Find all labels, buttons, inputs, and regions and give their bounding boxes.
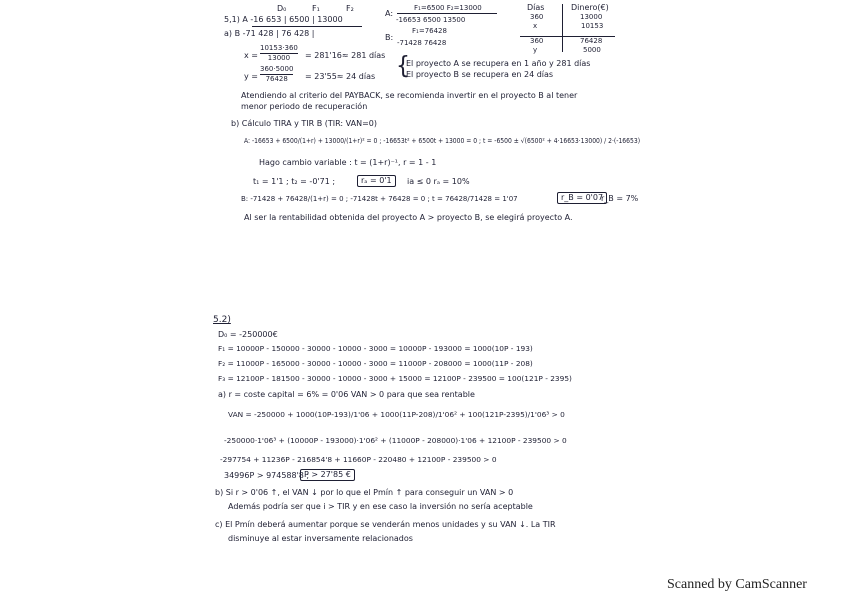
f1-line: F₁ = 10000P - 150000 - 30000 - 10000 - 3000 = 10000P - 193000 = 1000(10P - 193) xyxy=(218,344,533,353)
brace: { xyxy=(396,52,410,81)
dias-header: Días xyxy=(527,3,545,12)
b-vals: -71428 76428 xyxy=(397,39,447,47)
x-result: = 281'16≈ 281 días xyxy=(305,51,386,60)
dias-r1b: 13000 xyxy=(580,13,603,21)
a-f1f2: F₁=6500 F₂=13000 xyxy=(414,4,482,12)
table-underline xyxy=(252,26,362,27)
ra-result-box: rₐ = 0'1 xyxy=(357,175,396,187)
dias-r2b: 10153 xyxy=(581,22,604,30)
y-fraction xyxy=(260,66,293,83)
exercise-5-2-title: 5.2) xyxy=(213,315,231,325)
answer-b-line-2: Además podría ser que i > TIR y en ese caso la inversión no sería aceptable xyxy=(228,502,533,511)
conclusion-b: Al ser la rentabilidad obtenida del proyecto A > proyecto B, se elegirá proyecto A. xyxy=(244,213,573,222)
f3-line: F₃ = 12100P - 181500 - 30000 - 10000 - 3000 + 15000 = 12100P - 239500 = 100(121P - 2395) xyxy=(218,374,572,383)
d0-line: D₀ = -250000€ xyxy=(218,330,278,339)
x-var: x = xyxy=(244,51,258,60)
dias-r3b: 76428 xyxy=(580,37,603,45)
f2-line: F₂ = 11000P - 165000 - 30000 - 10000 - 3000 = 11000P - 208000 = 1000(11P - 208) xyxy=(218,359,533,368)
b-f1: F₁=76428 xyxy=(412,27,447,35)
answer-b-line-1: b) Si r > 0'06 ↑, el VAN ↓ por lo que el Pmín ↑ para conseguir un VAN > 0 xyxy=(215,488,514,497)
y-result: = 23'55≈ 24 días xyxy=(305,72,376,81)
b-label: B: xyxy=(385,33,394,42)
y-numerator: 360·5000 xyxy=(260,65,294,73)
a-vals: -16653 6500 13500 xyxy=(396,16,466,24)
row-b: a) B -71 428 | 76 428 | xyxy=(224,29,315,38)
dias-r2a: x xyxy=(533,22,538,30)
dias-r1a: 360 xyxy=(530,13,544,21)
x-denominator: 13000 xyxy=(267,54,291,62)
col-d0: D₀ xyxy=(277,4,287,13)
equation-3: -297754 + 11236P - 216854'8 + 11660P - 220480 + 12100P - 239500 > 0 xyxy=(220,455,497,464)
variable-change: Hago cambio variable : t = (1+r)⁻¹, r = 1 - 1 xyxy=(259,158,437,167)
ra-tail: ia ≤ 0 rₐ = 10% xyxy=(407,177,470,186)
equation-4: 34996P > 974588'8 ; xyxy=(224,471,310,480)
tir-b-equation: B: -71428 + 76428/(1+r) = 0 ; -71428t + 76428 = 0 ; t = 76428/71428 = 1'07 xyxy=(241,195,518,203)
project-b-recovery: El proyecto B se recupera en 24 días xyxy=(406,70,554,79)
tir-a-equation: A: -16653 + 6500/(1+r) + 13000/(1+r)² = 0 ; -16653t² + 6500t + 13000 = 0 ; t = -6500 ± √(6500² + 4·16653·13000) / 2·(-16653) xyxy=(244,137,641,145)
payback-line-1: Atendiendo al criterio del PAYBACK, se recomienda invertir en el proyecto B al tener xyxy=(241,91,578,100)
camscanner-watermark: Scanned by CamScanner xyxy=(667,577,807,592)
answer-c-line-1: c) El Pmín deberá aumentar porque se venderán menos unidades y su VAN ↓. La TIR xyxy=(215,520,556,529)
equation-2: -250000·1'06³ + (10000P - 193000)·1'06² + (11000P - 208000)·1'06 + 12100P - 239500 > 0 xyxy=(224,436,567,445)
x-numerator: 10153·360 xyxy=(260,44,298,52)
t-solutions: t₁ = 1'1 ; t₂ = -0'71 ; xyxy=(253,177,336,186)
a-underline xyxy=(397,13,497,14)
rb-result-box: r_B = 0'07 xyxy=(557,192,607,204)
dias-r4a: y xyxy=(533,46,538,54)
tir-heading: b) Cálculo TIRA y TIR B (TIR: VAN=0) xyxy=(231,119,377,128)
dias-r4b: 5000 xyxy=(583,46,601,54)
price-result-box: P > 27'85 € xyxy=(300,469,355,481)
col-f2: F₂ xyxy=(346,4,354,13)
project-a-recovery: El proyecto A se recupera en 1 año y 281 días xyxy=(406,59,591,68)
dias-r3a: 360 xyxy=(530,37,544,45)
part-a-intro: a) r = coste capital = 6% = 0'06 VAN > 0 para que sea rentable xyxy=(218,390,475,399)
rb-tail: r_B = 7% xyxy=(601,194,639,203)
row-a: 5,1) A -16 653 | 6500 | 13000 xyxy=(224,15,343,24)
payback-line-2: menor periodo de recuperación xyxy=(241,102,368,111)
a-label: A: xyxy=(385,9,394,18)
y-denominator: 76428 xyxy=(265,75,288,83)
answer-c-line-2: disminuye al estar inversamente relacionados xyxy=(228,534,413,543)
van-equation: VAN = -250000 + 1000(10P-193)/1'06 + 1000(11P-208)/1'06² + 100(121P-2395)/1'06³ > 0 xyxy=(228,410,565,419)
dinero-header: Dinero(€) xyxy=(571,3,609,12)
y-var: y = xyxy=(244,72,258,81)
x-fraction xyxy=(260,45,298,62)
col-f1: F₁ xyxy=(312,4,320,13)
dias-vertical xyxy=(562,4,563,52)
